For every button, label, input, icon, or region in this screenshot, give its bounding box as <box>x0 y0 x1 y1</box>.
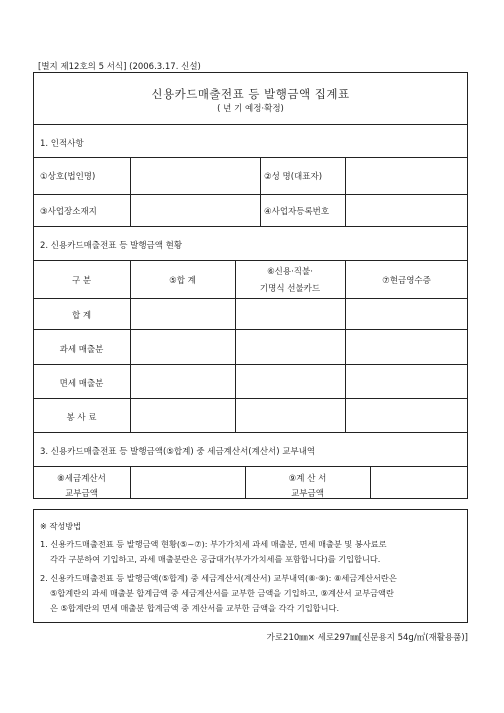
divider <box>33 298 468 299</box>
divider <box>33 260 468 261</box>
column-header: ⑤합 계 <box>169 276 196 286</box>
invoice-label: ⑨계 산 서 <box>288 474 327 484</box>
section-heading: 2. 신용카드매출전표 등 발행금액 현황 <box>40 241 183 251</box>
form-number-note: [별지 제12호의 5 서식] (2006.3.17. 신설) <box>38 62 201 72</box>
divider <box>33 124 468 125</box>
company-name-label: ①상호(법인명) <box>40 172 96 182</box>
divider <box>33 466 468 467</box>
instruction-line: 각각 구분하여 기입하고, 과세 매출분란은 공급대가(부가가치세를 포함합니다)를 기입합니다. <box>50 554 381 564</box>
company-name-field <box>131 158 259 193</box>
divider <box>33 432 468 433</box>
column-header: ⑦현금영수증 <box>382 276 431 286</box>
column-header: 기명식 선불카드 <box>259 284 321 294</box>
instruction-line: ⑤합계란의 과세 매출분 합계금액 중 세금계산서를 교부한 금액을 기입하고, ⑨계산서 교부금액란 <box>50 588 394 598</box>
column-header: ⑥신용·직불· <box>267 267 313 277</box>
divider <box>33 226 468 227</box>
row-label: 과세 매출분 <box>59 345 104 355</box>
instruction-line: 2. 신용카드매출전표 등 발행금액(⑤합계) 중 세금계산서(계산서) 교부내역(⑧·⑨): ⑧세금계산서란은 <box>40 573 397 583</box>
business-number-field <box>346 195 467 225</box>
invoice-label: 교부금액 <box>291 489 324 499</box>
divider <box>33 329 468 330</box>
divider <box>370 466 371 499</box>
tax-invoice-label: 교부금액 <box>65 489 98 499</box>
form-subtitle: ( 년 기 예정·확정) <box>217 104 284 114</box>
section-heading: 3. 신용카드매출전표 등 발행금액(⑤합계) 중 세금계산서(계산서) 교부내역 <box>40 447 316 457</box>
instruction-line: 1. 신용카드매출전표 등 발행금액 현황(⑤~⑦): 부가가치세 과세 매출분, 면세 매출분 및 봉사료로 <box>40 539 387 549</box>
row-label: 봉 사 료 <box>66 413 97 423</box>
row-label: 면세 매출분 <box>59 379 104 389</box>
tax-invoice-label: ⑧세금계산서 <box>57 474 106 484</box>
paper-spec-footer: 가로210㎜× 세로297㎜[신문용지 54g/㎡(재활용품)] <box>266 633 468 643</box>
row-label: 합 계 <box>71 311 92 321</box>
divider <box>260 157 261 226</box>
form-title: 신용카드매출전표 등 발행금액 집계표 <box>151 87 350 101</box>
divider <box>33 398 468 399</box>
instructions-heading: ※ 작성방법 <box>40 521 82 531</box>
address-field <box>131 195 259 225</box>
divider <box>130 466 131 499</box>
instruction-line: 은 ⑤합계란의 면세 매출분 합계금액 중 계산서를 교부한 금액을 각각 기입합니다. <box>50 603 340 613</box>
section-heading: 1. 인적사항 <box>40 139 84 149</box>
representative-field <box>346 158 467 193</box>
column-header: 구 분 <box>71 276 92 286</box>
business-number-label: ④사업자등록번호 <box>264 207 330 217</box>
address-label: ③사업장소재지 <box>40 207 97 217</box>
representative-label: ②성 명(대표자) <box>264 172 323 182</box>
divider <box>33 364 468 365</box>
